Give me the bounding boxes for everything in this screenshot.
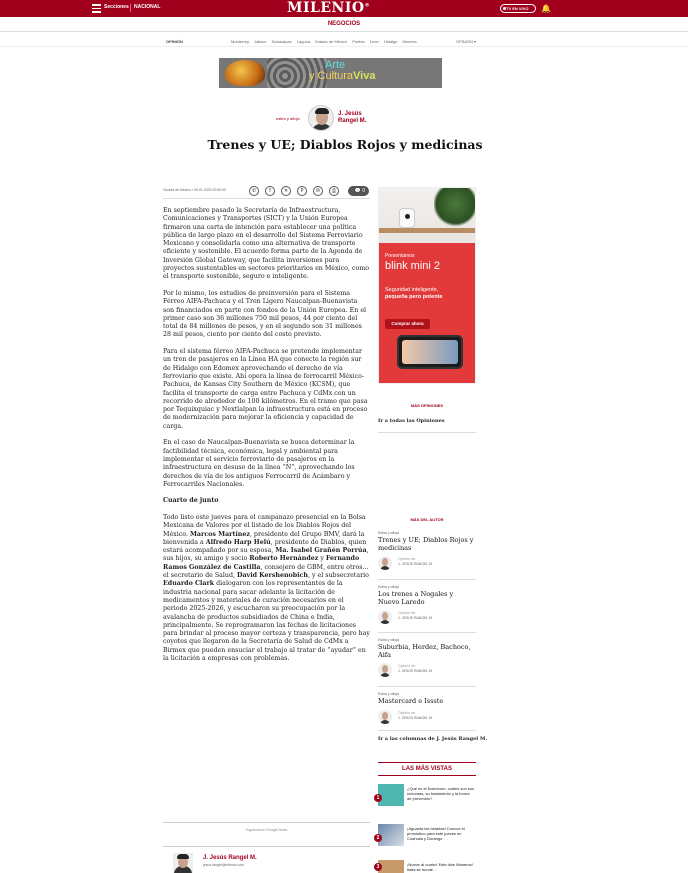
divider [378,730,476,731]
text: Todo listo este jueves para el campanazo presencial en la Bolsa Mexicana de Valores por el listado de los Diablos Rojos del México. [163,513,366,538]
banner-line2a: y Cultura [309,70,354,82]
ad-photo [379,188,476,243]
author-post[interactable] [378,692,476,728]
post-opinion-label: Opinión de: [398,710,416,715]
column-category[interactable]: estira y afloja [276,116,300,121]
most-viewed-title[interactable]: ¡Nueve al cuatro! Este dice Maneros! Italia se hunde… [407,862,473,872]
ad-pre: Presentamos [385,253,415,259]
author-post[interactable] [378,638,476,681]
ad-brand: blink mini 2 [385,260,441,272]
author-signature [163,846,370,873]
comments-button[interactable] [348,186,369,196]
post-avatar [378,710,392,724]
post-category: Estira y afloja [378,692,400,696]
mask-image [225,60,265,86]
bold-name: David Kershenobich [237,572,308,580]
secciones-link[interactable]: Secciones [104,4,129,10]
paragraph: Para el sistema férreo AIFA-Pachuca se pretende implementar un tren de pasajeros en la Línea HA que conecte la región sur de Hidalgo con Edomex aprovechando el derecho de vía ferroviario que existe. Ahí opera la línea de ferrocarril México-Pachuca, de Kansas City Southern de México (KCSM), que facilita el transporte de carga entre Pachuca y CdMx con un recorrido de alrededor de 100 kilómetros. En el tramo que pasa por Tequixquiac y Nextlalpan la infraestructura está en proceso de modernización para mejorar la eficiencia y capacidad de carga. [163,348,368,430]
nacional-dropdown[interactable]: NACIONAL [134,4,161,10]
most-viewed-thumb[interactable] [378,824,404,846]
text: , presidente del Grupo BMV, dará la bienvenida a [163,530,365,546]
nav-link[interactable]: Tamaulipas [271,39,292,44]
author-avatar[interactable] [308,105,334,131]
most-viewed-item[interactable] [378,784,476,812]
ad-claim-1: Seguridad inteligente, [385,287,439,293]
paragraph: Por lo mismo, los estudios de preinversión para el Sistema Férreo AIFA-Pachuca y el Tren Ligero Naucalpan-Buenavista son financiados en parte con fondos de la Unión Europea. En el primer caso son 36 millones 750 mil pesos, 44 por ciento del total de 84 millones de pesos, y en el segundo son 31 millones 28 mil pesos, ciento por ciento del costo previsto. [163,289,367,339]
nav-links [231,39,421,44]
divider [378,632,476,633]
post-avatar [378,556,392,570]
post-avatar [378,610,392,624]
post-opinion-label: Opinión de: [398,611,416,615]
post-category: Estira y afloja [378,638,400,642]
menu-icon[interactable] [92,4,101,13]
author-post[interactable] [378,585,476,628]
paragraph [163,514,370,663]
most-viewed-item[interactable] [378,824,476,852]
todas-opiniones-link[interactable]: Ir a todas las Opiniones [378,418,445,424]
banner-line1: Arte [325,59,346,71]
page-title: Trenes y UE; Diablos Rojos y medicinas [207,137,483,152]
nav-link[interactable]: Estado de México [315,39,348,44]
post-category: Estira y afloja [378,585,400,589]
publish-date: Ciudad de México / 06.01.2025 00:00:00 [163,188,227,192]
paragraph: En septiembre pasado la Secretaría de Infraestructura, Comunicaciones y Transportes (SICT) y la Unión Europea firmaron una carta de intención para establecer una política pública de largo plazo en el desarrollo del Sistema Ferroviario Mexicano y consolidarla como una alternativa de transporte eficiente y sostenible. El acuerdo forma parte de la Agenda de Inversión Global Gateway, que facilita inversiones para proyectos sustentables en sectores prioritarios en México, como el transporte sostenible, seguro e inteligente. [163,207,370,281]
rank-badge: 2 [374,834,382,842]
divider [163,822,370,823]
ad-claim-2: pequeña pero potente [385,294,443,300]
text: y [318,555,326,563]
logo-text: MILENIO [287,0,365,16]
nav-link[interactable]: Morelos [402,39,417,44]
author-post[interactable] [378,531,476,574]
subheading: Cuarto de junto [163,497,219,505]
text: dialogaron con los representantes de la industria nacional para sacar adelante la licitación de medicamentos y materiales de curación necesarios en el periodo 2025-2026, y escucharon su preocupación por la avalancha de productos subsidiados de China e India, principalmente. Se reprogramaron las fechas de licitaciones para brindar al proceso mayor certeza y transparencia, pero hay coyotes que llegaron de la Secretaría de Salud de CdMx a Birmex que pueden ensuciar el trabajo al tratar de “ayudar” en la licitación a empresas con problemas. [163,580,370,663]
nav-link[interactable]: Monterrey [231,39,250,44]
todas-columnas-link[interactable]: Ir a las columnas de J. Jesús Rangel M. [378,736,488,742]
post-author-name[interactable]: J. JESÚS RANGEL M. [398,562,434,566]
bold-name: Ma. Isabel Grañén Porrúa [275,547,367,555]
signature-name[interactable]: J. Jesús Rangel M. [203,855,257,861]
bold-name: Roberto Hernández [249,555,319,563]
x-icon[interactable]: ✕ [281,186,291,196]
nav-opinion-dropdown[interactable]: OPINIÓN ▾ [456,39,477,44]
mas-del-autor-heading: MÁS DEL AUTOR [410,517,444,522]
text: , y el subsecretario [307,572,369,580]
nav-link[interactable]: Laguna [296,39,311,44]
post-author [378,610,476,628]
section-title[interactable]: NEGOCIOS [0,17,688,32]
pinterest-icon[interactable]: P [297,186,307,196]
post-title[interactable]: Trenes y UE; Diablos Rojos y medicinas [378,536,474,552]
post-author-name[interactable]: J. JESÚS RANGEL M. [398,616,434,620]
comments-icon: 💬 [354,188,363,194]
post-opinion-label: Opinión de: [398,557,416,561]
comments-count: 0 [362,188,365,194]
bell-icon[interactable]: 🔔 [541,4,551,13]
tv-en-vivo-button[interactable]: TV EN VIVO [500,4,536,13]
bold-name: Eduardo Clark [163,580,215,588]
top-bar [0,0,688,17]
comprar-ahora-button[interactable]: Comprar ahora [385,319,430,329]
post-title[interactable]: Suburbia, Herdez, Bachoco, Aifa [378,643,471,659]
most-viewed-title[interactable]: ¿Qué es el Nuevivum, cuáles son sus síntomas, su tratamiento y la forma de prevenirlo? [407,786,475,801]
ad-claim [385,287,442,301]
post-avatar [378,663,392,677]
most-viewed-item[interactable] [378,860,476,873]
camera-image [399,208,415,228]
email-icon[interactable]: ✉ [313,186,323,196]
post-author-name[interactable]: J. JESÚS RANGEL M. [398,715,434,720]
author-name[interactable]: J. Jesús Rangel M. [338,111,367,124]
arte-cultura-banner[interactable] [219,58,442,88]
article-meta [163,183,370,199]
post-title[interactable]: Los trenes a Nogales y Nuevo Laredo [378,590,454,606]
signature-avatar[interactable] [173,853,193,873]
post-opinion-label: Opinión de: [398,664,416,668]
nav-link[interactable]: Puebla [352,39,365,44]
divider [378,579,476,580]
text: , consejero de GBM, entre otros... el secretario de Salud, [163,563,369,580]
post-author [378,710,476,728]
paragraph: En el caso de Naucalpan-Buenavista se busca determinar la factibilidad técnica, económica, legal y ambiental para implementar el servicio ferroviario de pasajeros en la infraestructura en desuso de la línea “N”, aprovechando los derechos de vía de los antiguos Ferrocarril de Acámbaro y Ferrocarriles Nacionales. [163,439,355,488]
bold-name: Alfredo Harp Helú [205,538,271,546]
most-viewed-title[interactable]: ¡Aguanta las heladas! Conoce el pronóstico para este jueves en Coahuila y Durango [407,826,465,841]
signature-email[interactable]: jesus.rangel@milenio.com [203,863,245,867]
nav-link[interactable]: Jalisco [254,39,267,44]
mas-vistas-heading: LAS MÁS VISTAS [378,762,476,776]
text: , sus hijos, su amigo y socio [163,547,369,563]
phone-image [397,335,463,369]
blink-ad[interactable] [378,187,476,384]
nav-opinion[interactable]: OPINIÓN [166,39,183,44]
divider [130,4,131,12]
nav-link[interactable]: León [369,39,379,44]
most-viewed-thumb[interactable] [378,784,404,806]
ad-panel [379,243,476,384]
mas-opiniones-heading: MÁS OPINIONES [410,403,444,408]
post-author [378,663,476,681]
post-title[interactable]: Mastercard e Issste [378,697,444,705]
google-news-link[interactable]: Síguenos en Google News [245,828,288,832]
facebook-icon[interactable]: f [265,186,275,196]
print-icon[interactable]: ⎙ [329,186,339,196]
banner-line2 [309,70,375,82]
post-author-name[interactable]: J. JESÚS RANGEL M. [398,669,434,673]
nav-right-label: OPINIÓN [456,39,473,44]
banner-line2b: Viva [353,70,376,82]
logo-registered: ® [364,2,371,9]
milenio-logo[interactable] [287,0,370,16]
whatsapp-icon[interactable]: ✆ [249,186,259,196]
nav-link[interactable]: Hidalgo [383,39,398,44]
secondary-nav [0,37,688,47]
divider [378,686,476,687]
bold-name: Marcos Martínez [189,530,250,538]
divider [378,432,476,433]
rank-badge: 3 [374,863,382,871]
text: , presidente de Diablos, quien estará acompañado por su esposa, [163,538,367,555]
post-author [378,556,476,574]
post-category: Estira y afloja [378,531,400,535]
bold-name: Fernando Ramos González de Castilla [163,555,360,571]
rank-badge: 1 [374,794,382,802]
article-body [163,207,370,672]
